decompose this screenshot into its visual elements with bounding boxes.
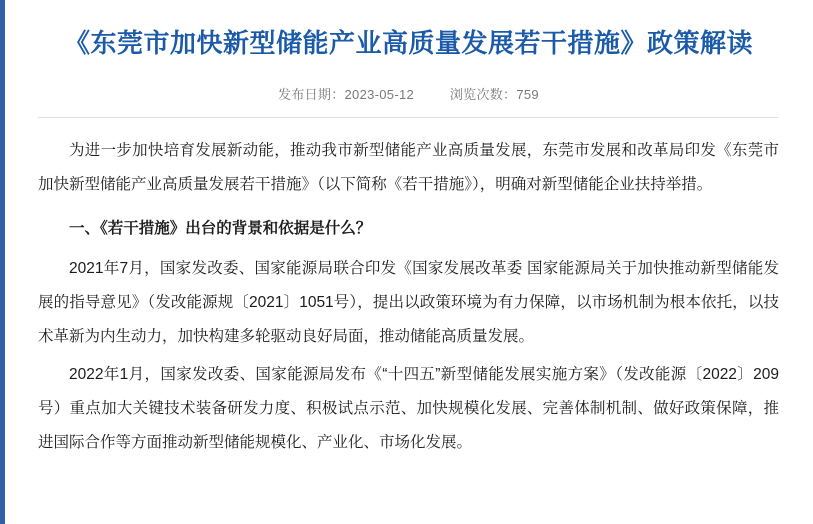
document-body bbox=[38, 134, 779, 460]
section-heading: 一、《若干措施》出台的背景和依据是什么？ bbox=[69, 220, 372, 237]
left-accent-bar bbox=[0, 0, 5, 524]
paragraph: 为进一步加快培育发展新动能，推动我市新型储能产业高质量发展，东莞市发展和改革局印发《东莞市加快新型储能产业高质量发展若干措施》（以下简称《若干措施》），明确对新型储能企业扶持举措。 bbox=[38, 142, 779, 193]
header-divider bbox=[38, 117, 779, 118]
paragraph: 2022年1月，国家发改委、国家能源局发布《“十四五”新型储能发展实施方案》（发改能源〔2022〕209号）重点加大关键技术装备研发力度、积极试点示范、加快规模化发展、完善体制机制、做好政策保障，推进国际合作等方面推动新型储能规模化、产业化、市场化发展。 bbox=[38, 366, 779, 451]
page-title: 《东莞市加快新型储能产业高质量发展若干措施》政策解读 bbox=[63, 28, 753, 58]
publish-date: 发布日期：2023-05-12 bbox=[278, 87, 415, 102]
paragraph: 2021年7月，国家发改委、国家能源局联合印发《国家发展改革委 国家能源局关于加快推动新型储能发展的指导意见》（发改能源规〔2021〕1051号），提出以政策环境为有力保障，以市场机制为根本依托，以技术革新为内生动力，加快构建多轮驱动良好局面，推动储能高质量发展。 bbox=[38, 260, 779, 345]
document-meta bbox=[38, 84, 779, 103]
view-count: 浏览次数：759 bbox=[449, 87, 539, 102]
